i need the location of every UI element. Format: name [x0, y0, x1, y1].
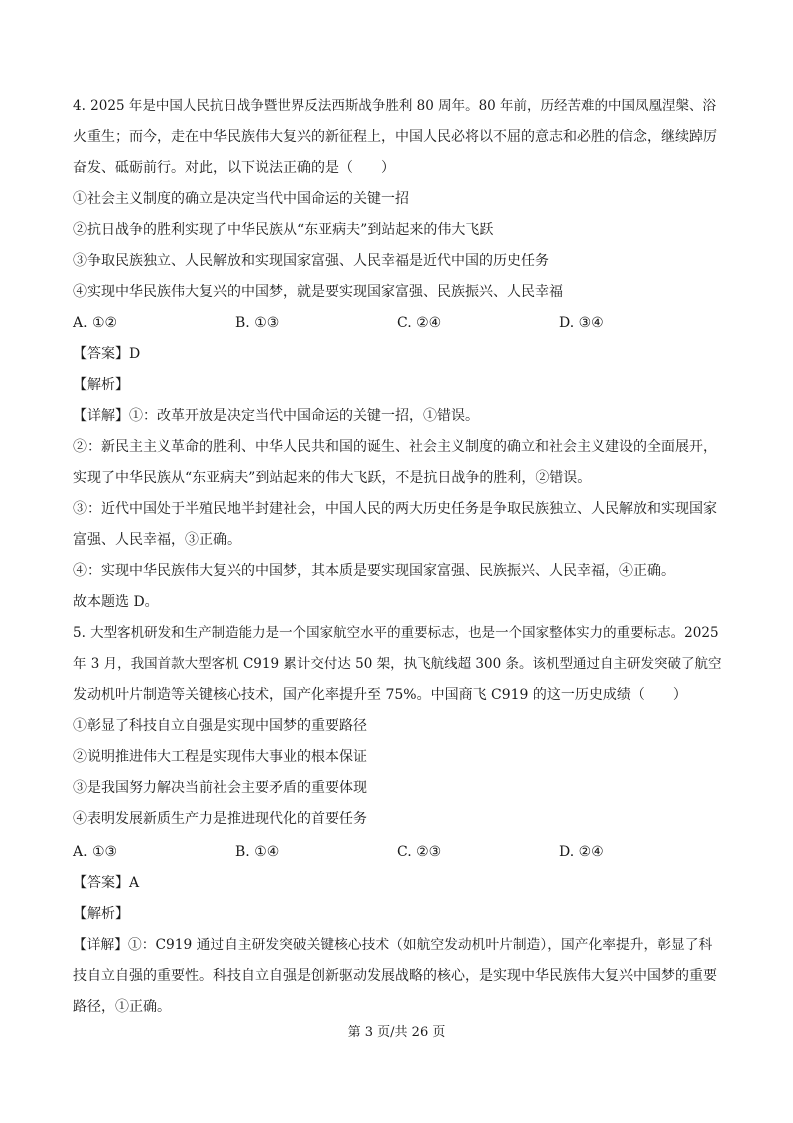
page-footer: 第 3 页/共 26 页 [347, 1025, 446, 1040]
q5-stem-line-2: 年 3 月，我国首款大型客机 C919 累计交付达 50 架，执飞航线超 300 条。该机型通过自主研发突破了航空 [73, 656, 722, 672]
q4-stem-line-2: 火重生；而今，走在中华民族伟大复兴的新征程上，中国人民必将以不屈的意志和必胜的信念，继续踔厉 [73, 129, 717, 145]
q5-option-b: B. ①④ [235, 844, 280, 860]
q5-option-a: A. ①③ [73, 844, 118, 860]
q5-statement-2: ②说明推进伟大工程是实现伟大事业的根本保证 [73, 749, 367, 765]
q4-option-d: D. ③④ [559, 315, 604, 331]
q4-statement-4: ④实现中华民族伟大复兴的中国梦，就是要实现国家富强、民族振兴、人民幸福 [73, 284, 563, 300]
q5-option-d: D. ②④ [559, 844, 604, 860]
q4-explanation-6: ④：实现中华民族伟大复兴的中国梦，其本质是要实现国家富强、民族振兴、人民幸福，④正确。 [73, 563, 675, 579]
q4-explanation-4: ③：近代中国处于半殖民地半封建社会，中国人民的两大历史任务是争取民族独立、人民解放和实现国家 [73, 501, 717, 517]
q5-answer: 【答案】A [73, 875, 140, 891]
q5-options [73, 842, 723, 862]
q5-statement-3: ③是我国努力解决当前社会主要矛盾的重要体现 [73, 780, 367, 796]
q5-statement-1: ①彰显了科技自立自强是实现中国梦的重要路径 [73, 718, 367, 734]
q4-explanation-5: 富强、人民幸福，③正确。 [73, 532, 241, 548]
q4-answer: 【答案】D [73, 346, 141, 362]
q4-statement-2: ②抗日战争的胜利实现了中华民族从“东亚病夫”到站起来的伟大飞跃 [73, 222, 494, 238]
q4-analysis-label: 【解析】 [73, 377, 129, 393]
q4-explanation-1: 【详解】①：改革开放是决定当代中国命运的关键一招，①错误。 [73, 408, 479, 424]
q4-statement-1: ①社会主义制度的确立是决定当代中国命运的关键一招 [73, 191, 409, 207]
q5-stem-line-3: 发动机叶片制造等关键核心技术，国产化率提升至 75%。中国商飞 C919 的这一历史成绩（ ） [73, 687, 687, 703]
q5-statement-4: ④表明发展新质生产力是推进现代化的首要任务 [73, 811, 367, 827]
q4-stem-line-1: 4. 2025 年是中国人民抗日战争暨世界反法西斯战争胜利 80 周年。80 年前，历经苦难的中国凤凰涅槃、浴 [73, 98, 717, 114]
q4-options [73, 313, 723, 333]
q4-option-a: A. ①② [73, 315, 118, 331]
q5-explanation-2: 技自立自强的重要性。科技自立自强是创新驱动发展战略的核心，是实现中华民族伟大复兴中国梦的重要 [73, 968, 717, 984]
q4-stem-line-3: 奋发、砥砺前行。对此，以下说法正确的是（ ） [73, 160, 395, 176]
q4-option-c: C. ②④ [397, 315, 442, 331]
q4-explanation-2: ②：新民主主义革命的胜利、中华人民共和国的诞生、社会主义制度的确立和社会主义建设的全面展开， [73, 439, 717, 455]
q4-explanation-3: 实现了中华民族从“东亚病夫”到站起来的伟大飞跃，不是抗日战争的胜利，②错误。 [73, 470, 592, 486]
q5-stem-line-1: 5. 大型客机研发和生产制造能力是一个国家航空水平的重要标志，也是一个国家整体实力的重要标志。2025 [73, 625, 719, 641]
q5-analysis-label: 【解析】 [73, 906, 129, 922]
q4-statement-3: ③争取民族独立、人民解放和实现国家富强、人民幸福是近代中国的历史任务 [73, 253, 549, 269]
q4-explanation-7: 故本题选 D。 [73, 594, 159, 610]
q5-explanation-3: 路径，①正确。 [73, 999, 171, 1015]
q5-option-c: C. ②③ [397, 844, 442, 860]
q4-option-b: B. ①③ [235, 315, 280, 331]
q5-explanation-1: 【详解】①：C919 通过自主研发突破关键核心技术（如航空发动机叶片制造），国产化率提升，彰显了科 [73, 937, 713, 953]
